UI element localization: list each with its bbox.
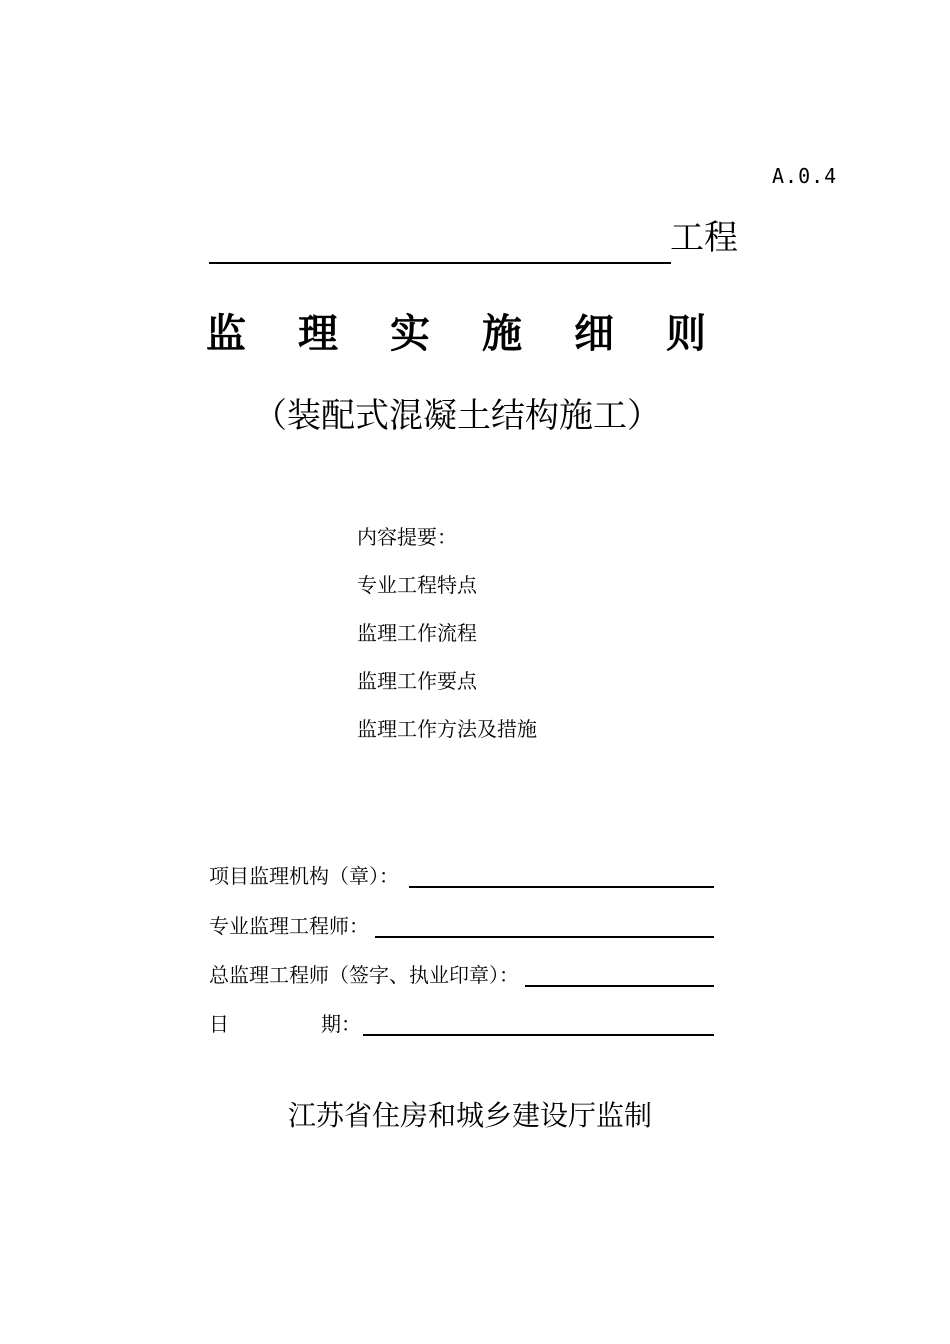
chief-engineer-blank bbox=[525, 985, 714, 987]
engineer-blank bbox=[375, 936, 714, 938]
org-seal-label: 项目监理机构（章）： bbox=[209, 864, 399, 888]
date-row bbox=[209, 1006, 714, 1036]
contents-summary bbox=[357, 522, 537, 762]
document-subtitle: （装配式混凝土结构施工） bbox=[253, 396, 661, 436]
project-name-blank bbox=[209, 262, 671, 264]
contents-item: 专业工程特点 bbox=[357, 573, 477, 597]
issuer: 江苏省住房和城乡建设厅监制 bbox=[288, 1099, 653, 1132]
contents-item: 监理工作方法及措施 bbox=[357, 717, 537, 741]
chief-engineer-label: 总监理工程师（签字、执业印章）： bbox=[209, 963, 519, 987]
org-seal-blank bbox=[409, 886, 714, 888]
engineer-row bbox=[209, 908, 714, 938]
contents-item: 监理工作要点 bbox=[357, 669, 477, 693]
project-suffix: 工程 bbox=[670, 218, 738, 258]
date-label-left: 日 bbox=[209, 1012, 229, 1036]
org-seal-row bbox=[209, 858, 714, 888]
date-label-right: 期： bbox=[321, 1012, 361, 1036]
chief-engineer-row bbox=[209, 957, 714, 987]
contents-item: 监理工作流程 bbox=[357, 621, 477, 645]
form-code: A.0.4 bbox=[772, 164, 838, 188]
engineer-label: 专业监理工程师： bbox=[209, 914, 369, 938]
document-title: 监理实施细则 bbox=[206, 311, 758, 357]
date-blank bbox=[363, 1034, 714, 1036]
contents-heading: 内容提要： bbox=[357, 525, 457, 549]
